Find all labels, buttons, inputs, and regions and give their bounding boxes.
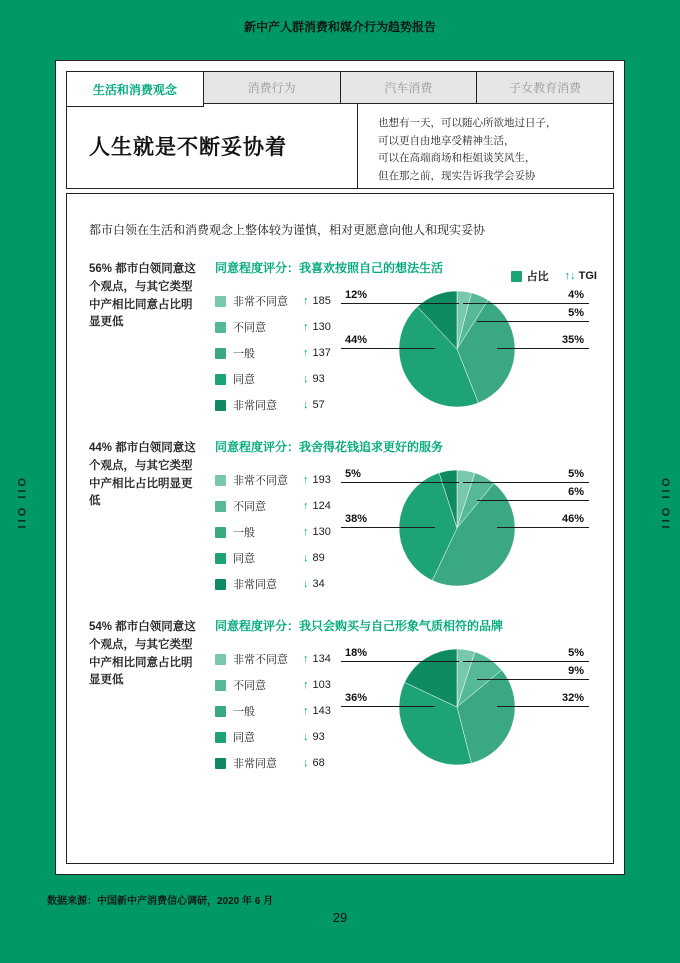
legend-label: 一般 bbox=[233, 348, 255, 360]
right-edge-logo: OII OII bbox=[659, 478, 671, 532]
tgi-value: 124 bbox=[312, 500, 331, 512]
pie-percentage-label: 12% bbox=[341, 288, 459, 304]
tgi-down-arrow-icon: ↓ bbox=[303, 731, 309, 743]
pie-percentage-label: 35% bbox=[497, 333, 589, 349]
tgi-down-arrow-icon: ↓ bbox=[303, 373, 309, 385]
report-title: 新中产人群消费和媒介行为趋势报告 bbox=[243, 20, 436, 34]
tgi-value: 103 bbox=[312, 679, 331, 691]
pie-percentage-label: 36% bbox=[341, 691, 435, 707]
tgi-label: TGI bbox=[578, 270, 597, 282]
legend-item bbox=[215, 467, 337, 493]
legend-item bbox=[215, 519, 337, 545]
tgi-value: 57 bbox=[312, 399, 325, 411]
tgi-value: 34 bbox=[312, 578, 325, 590]
legend-swatch-icon bbox=[215, 348, 226, 359]
tab-car-consumption[interactable]: 汽车消费 bbox=[340, 71, 478, 104]
pie-percentage-label: 18% bbox=[341, 646, 459, 662]
legend-label: 一般 bbox=[233, 527, 255, 539]
legend-item bbox=[215, 493, 337, 519]
legend-label: 非常不同意 bbox=[233, 654, 288, 666]
pie-chart bbox=[339, 637, 591, 787]
legend-item bbox=[215, 314, 337, 340]
tgi-value: 68 bbox=[312, 757, 325, 769]
tgi-up-arrow-icon: ↑ bbox=[303, 526, 309, 538]
tgi-value: 137 bbox=[312, 347, 331, 359]
tgi-value: 185 bbox=[312, 295, 331, 307]
tgi-down-arrow-icon: ↓ bbox=[303, 552, 309, 564]
legend-item bbox=[215, 750, 337, 776]
legend-item bbox=[215, 340, 337, 366]
legend-label: 一般 bbox=[233, 706, 255, 718]
quote-line: 可以更自由地享受精神生活， bbox=[378, 134, 515, 147]
legend-label: 不同意 bbox=[233, 501, 266, 513]
section-summary: 54% 都市白领同意这个观点，与其它类型中产相比同意占比明显更低 bbox=[89, 621, 196, 687]
hero-row bbox=[66, 103, 614, 189]
legend-swatch-icon bbox=[215, 579, 226, 590]
page-title: 人生就是不断妥协着 bbox=[89, 136, 287, 159]
section-summary: 44% 都市白领同意这个观点，与其它类型中产相比占比明显更低 bbox=[89, 442, 196, 508]
section-summary: 56% 都市白领同意这个观点，与其它类型中产相比同意占比明显更低 bbox=[89, 263, 196, 329]
tgi-value: 93 bbox=[312, 373, 325, 385]
legend-swatch-icon bbox=[215, 732, 226, 743]
legend-label: 同意 bbox=[233, 374, 255, 386]
tgi-up-arrow-icon: ↑ bbox=[303, 295, 309, 307]
data-source: 数据来源：中国新中产消费信心调研，2020 年 6 月 bbox=[47, 896, 274, 907]
tgi-value: 134 bbox=[312, 653, 331, 665]
pie-percentage-label: 9% bbox=[477, 664, 589, 680]
content-box bbox=[66, 193, 614, 864]
up-down-arrows-icon: ↑↓ bbox=[564, 270, 576, 282]
legend-swatch-icon bbox=[215, 501, 226, 512]
chart-title: 同意程度评分：我喜欢按照自己的想法生活 bbox=[215, 261, 444, 275]
legend-swatch-icon bbox=[215, 553, 226, 564]
pie-percentage-label: 4% bbox=[463, 288, 589, 304]
legend-label: 非常同意 bbox=[233, 400, 277, 412]
tab-life-consumption-concept[interactable]: 生活和消费观念 bbox=[66, 71, 204, 107]
legend-swatch-icon bbox=[215, 400, 226, 411]
legend-label: 不同意 bbox=[233, 680, 266, 692]
pie-percentage-label: 44% bbox=[341, 333, 435, 349]
legend-swatch-icon bbox=[215, 706, 226, 717]
tgi-value: 143 bbox=[312, 705, 331, 717]
legend-label: 非常不同意 bbox=[233, 296, 288, 308]
pie-percentage-label: 5% bbox=[341, 467, 459, 483]
tgi-down-arrow-icon: ↓ bbox=[303, 578, 309, 590]
tgi-value: 130 bbox=[312, 526, 331, 538]
tgi-up-arrow-icon: ↑ bbox=[303, 653, 309, 665]
legend-swatch-icon bbox=[215, 475, 226, 486]
left-edge-logo: OII OII bbox=[15, 478, 27, 532]
chart-legend bbox=[215, 279, 337, 429]
legend-item bbox=[215, 724, 337, 750]
chart-block bbox=[215, 438, 591, 608]
legend-item bbox=[215, 288, 337, 314]
pie-percentage-label: 5% bbox=[463, 646, 589, 662]
pie-percentage-label: 6% bbox=[477, 485, 589, 501]
page-number: 29 bbox=[332, 910, 348, 925]
chart-block bbox=[215, 617, 591, 787]
legend-swatch-icon bbox=[215, 527, 226, 538]
tgi-down-arrow-icon: ↓ bbox=[303, 399, 309, 411]
category-tabs bbox=[66, 71, 614, 104]
survey-section bbox=[89, 438, 591, 608]
tgi-value: 193 bbox=[312, 474, 331, 486]
chart-title: 同意程度评分：我只会购买与自己形象气质相符的品牌 bbox=[215, 619, 504, 633]
legend-label: 不同意 bbox=[233, 322, 266, 334]
legend-item bbox=[215, 571, 337, 597]
tgi-up-arrow-icon: ↑ bbox=[303, 321, 309, 333]
quote-line: 也想有一天，可以随心所欲地过日子， bbox=[378, 117, 557, 129]
legend-swatch-icon bbox=[215, 680, 226, 691]
pie-percentage-label: 5% bbox=[463, 467, 589, 483]
tgi-up-arrow-icon: ↑ bbox=[303, 500, 309, 512]
legend-label: 非常同意 bbox=[233, 579, 277, 591]
pie-chart bbox=[339, 279, 591, 429]
legend-label: 非常同意 bbox=[233, 758, 277, 770]
sections bbox=[89, 259, 591, 787]
survey-section bbox=[89, 617, 591, 787]
legend-item bbox=[215, 672, 337, 698]
tgi-value: 93 bbox=[312, 731, 325, 743]
quote-line: 但在那之前，现实告诉我学会妥协 bbox=[378, 169, 536, 182]
legend-label: 同意 bbox=[233, 732, 255, 744]
tab-consumption-behavior[interactable]: 消费行为 bbox=[203, 71, 341, 104]
legend-swatch-icon bbox=[215, 654, 226, 665]
tgi-down-arrow-icon: ↓ bbox=[303, 757, 309, 769]
legend-swatch-icon bbox=[215, 758, 226, 769]
chart-block bbox=[215, 259, 591, 429]
legend-item bbox=[215, 698, 337, 724]
survey-section bbox=[89, 259, 591, 429]
pie-percentage-label: 5% bbox=[477, 306, 589, 322]
legend-item bbox=[215, 646, 337, 672]
chart-legend bbox=[215, 637, 337, 787]
legend-item bbox=[215, 366, 337, 392]
report-card bbox=[55, 60, 625, 875]
legend-label: 同意 bbox=[233, 553, 255, 565]
tgi-value: 130 bbox=[312, 321, 331, 333]
quote-block bbox=[357, 104, 613, 188]
intro-text: 都市白领在生活和消费观念上整体较为谨慎，相对更愿意向他人和现实妥协 bbox=[89, 223, 486, 237]
legend-swatch-icon bbox=[215, 322, 226, 333]
tab-children-education[interactable]: 子女教育消费 bbox=[476, 71, 614, 104]
chart-title: 同意程度评分：我舍得花钱追求更好的服务 bbox=[215, 440, 444, 454]
share-label: 占比 bbox=[526, 271, 549, 283]
pie-chart bbox=[339, 458, 591, 608]
tgi-up-arrow-icon: ↑ bbox=[303, 347, 309, 359]
legend-item bbox=[215, 392, 337, 418]
quote-line: 可以在高端商场和柜姐谈笑风生， bbox=[378, 152, 536, 165]
tgi-up-arrow-icon: ↑ bbox=[303, 679, 309, 691]
tgi-value: 89 bbox=[312, 552, 325, 564]
tgi-up-arrow-icon: ↑ bbox=[303, 474, 309, 486]
chart-legend bbox=[215, 458, 337, 608]
legend-label: 非常不同意 bbox=[233, 475, 288, 487]
pie-percentage-label: 32% bbox=[497, 691, 589, 707]
pie-percentage-label: 46% bbox=[497, 512, 589, 528]
legend-swatch-icon bbox=[215, 296, 226, 307]
pie-percentage-label: 38% bbox=[341, 512, 435, 528]
tgi-up-arrow-icon: ↑ bbox=[303, 705, 309, 717]
legend-swatch-icon bbox=[215, 374, 226, 385]
legend-item bbox=[215, 545, 337, 571]
